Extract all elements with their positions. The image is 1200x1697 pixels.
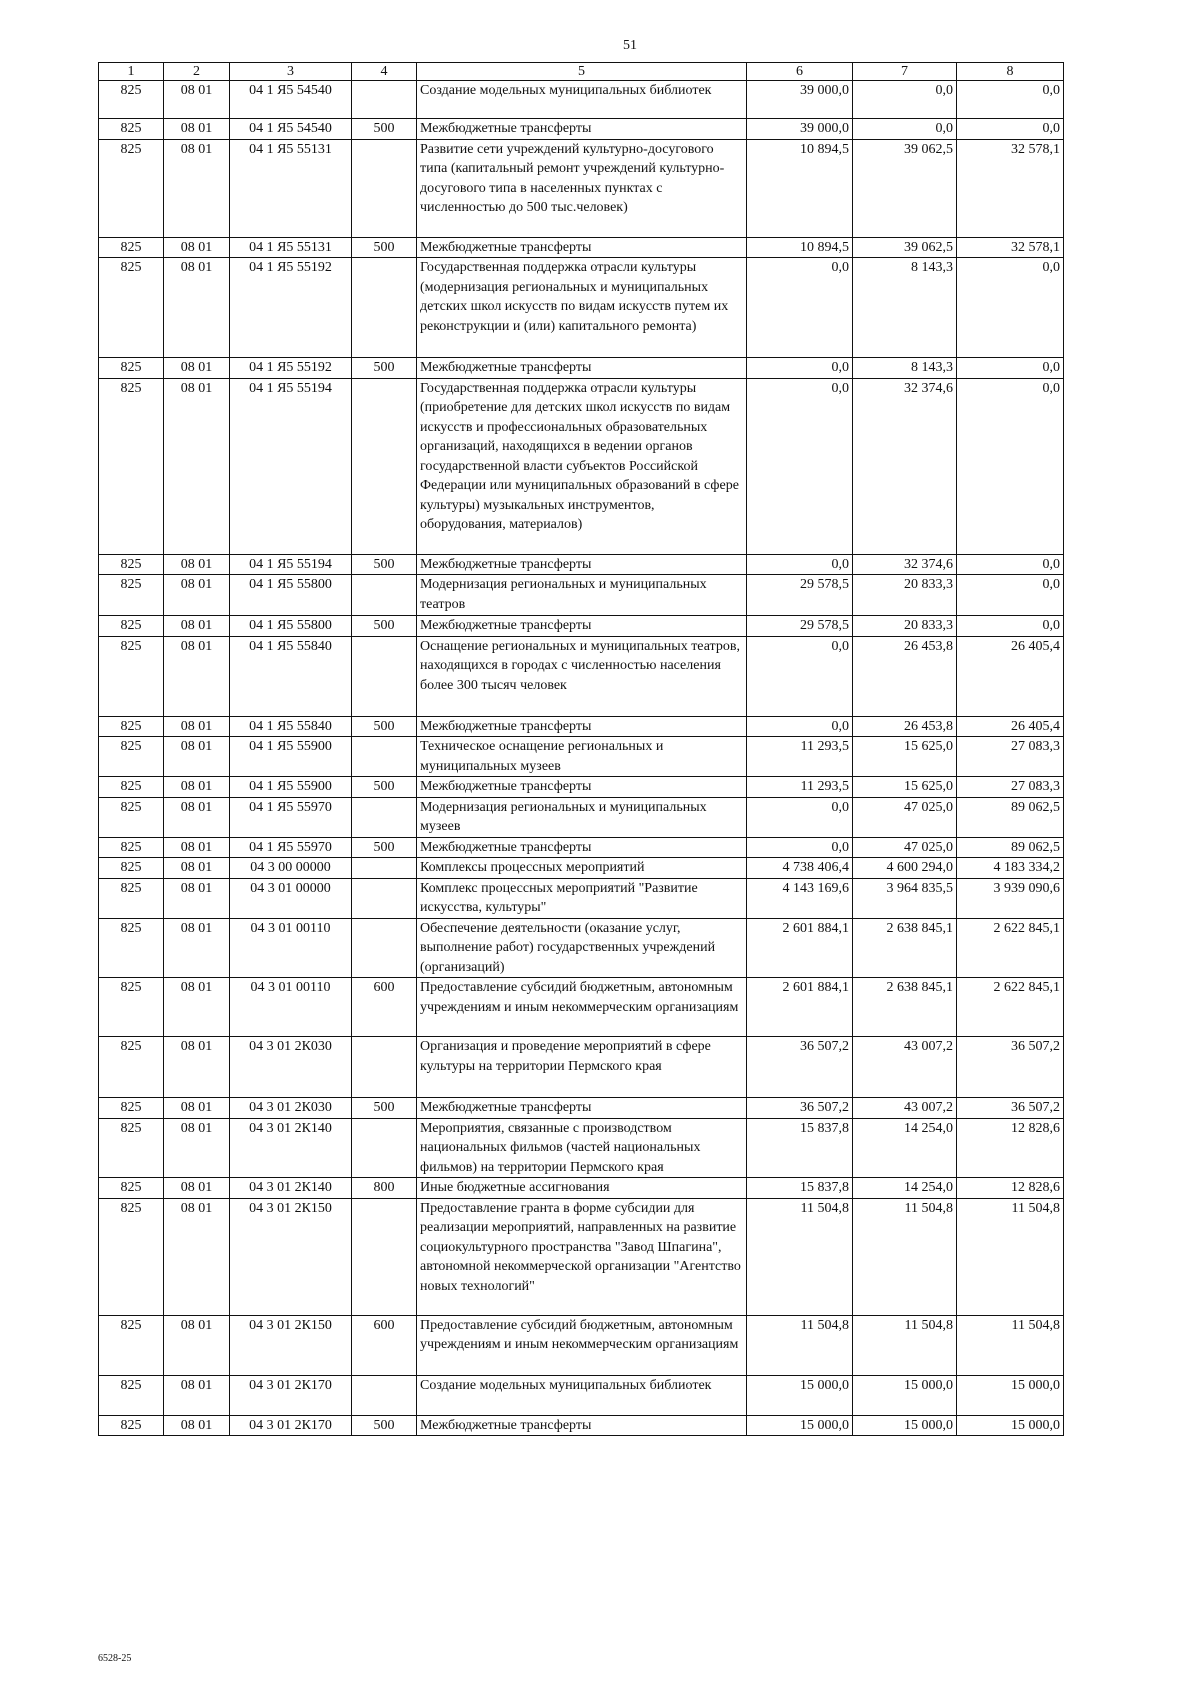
cell-amount-col8: 0,0: [957, 358, 1064, 379]
cell-name: Комплекс процессных мероприятий "Развитие искусства, культуры": [417, 878, 747, 918]
cell-amount-col6: 0,0: [747, 636, 853, 716]
cell-expense-type: 500: [352, 1415, 417, 1436]
table-row: [99, 1315, 1064, 1375]
cell-section: 08 01: [164, 119, 230, 140]
cell-amount-col8: 27 083,3: [957, 777, 1064, 798]
cell-grbs: 825: [99, 554, 164, 575]
cell-grbs: 825: [99, 1198, 164, 1315]
cell-amount-col6: 0,0: [747, 837, 853, 858]
table-row: [99, 716, 1064, 737]
table-row: [99, 978, 1064, 1037]
cell-section: 08 01: [164, 918, 230, 978]
cell-target-article: 04 1 Я5 55800: [230, 616, 352, 637]
cell-amount-col7: 43 007,2: [853, 1098, 957, 1119]
cell-grbs: 825: [99, 1415, 164, 1436]
cell-target-article: 04 1 Я5 55194: [230, 554, 352, 575]
table-row: [99, 858, 1064, 879]
cell-target-article: 04 3 00 00000: [230, 858, 352, 879]
cell-target-article: 04 1 Я5 55970: [230, 797, 352, 837]
cell-name: Межбюджетные трансферты: [417, 716, 747, 737]
cell-target-article: 04 1 Я5 55840: [230, 716, 352, 737]
cell-section: 08 01: [164, 358, 230, 379]
cell-grbs: 825: [99, 237, 164, 258]
cell-target-article: 04 1 Я5 55131: [230, 139, 352, 237]
cell-amount-col8: 32 578,1: [957, 237, 1064, 258]
cell-grbs: 825: [99, 858, 164, 879]
cell-name: Межбюджетные трансферты: [417, 777, 747, 798]
table-row: [99, 918, 1064, 978]
cell-section: 08 01: [164, 237, 230, 258]
cell-expense-type: [352, 1118, 417, 1178]
cell-grbs: 825: [99, 737, 164, 777]
table-row: [99, 237, 1064, 258]
cell-name: Развитие сети учреждений культурно-досугового типа (капитальный ремонт учреждений культурно-досугового типа в населенных пунктах с численностью до 500 тыс.человек): [417, 139, 747, 237]
cell-amount-col6: 0,0: [747, 716, 853, 737]
cell-amount-col6: 2 601 884,1: [747, 918, 853, 978]
footer-code: 6528-25: [98, 1653, 132, 1664]
cell-section: 08 01: [164, 858, 230, 879]
cell-grbs: 825: [99, 978, 164, 1037]
cell-amount-col8: 0,0: [957, 554, 1064, 575]
cell-section: 08 01: [164, 1198, 230, 1315]
column-header-grbs: 1: [99, 63, 164, 81]
cell-amount-col7: 32 374,6: [853, 554, 957, 575]
cell-amount-col6: 29 578,5: [747, 616, 853, 637]
cell-name: Модернизация региональных и муниципальных музеев: [417, 797, 747, 837]
cell-amount-col8: 89 062,5: [957, 837, 1064, 858]
cell-amount-col8: 0,0: [957, 258, 1064, 358]
cell-amount-col8: 36 507,2: [957, 1098, 1064, 1119]
cell-expense-type: [352, 139, 417, 237]
cell-amount-col7: 15 000,0: [853, 1415, 957, 1436]
cell-amount-col8: 0,0: [957, 81, 1064, 119]
cell-target-article: 04 3 01 2К150: [230, 1315, 352, 1375]
cell-name: Межбюджетные трансферты: [417, 837, 747, 858]
cell-expense-type: 500: [352, 777, 417, 798]
cell-section: 08 01: [164, 1098, 230, 1119]
cell-grbs: 825: [99, 258, 164, 358]
cell-amount-col6: 4 143 169,6: [747, 878, 853, 918]
table-row: [99, 636, 1064, 716]
cell-target-article: 04 3 01 2К170: [230, 1375, 352, 1415]
cell-amount-col6: 0,0: [747, 358, 853, 379]
cell-name: Комплексы процессных мероприятий: [417, 858, 747, 879]
cell-amount-col8: 0,0: [957, 616, 1064, 637]
cell-grbs: 825: [99, 878, 164, 918]
table-row: [99, 1178, 1064, 1199]
cell-amount-col7: 8 143,3: [853, 358, 957, 379]
cell-section: 08 01: [164, 636, 230, 716]
cell-section: 08 01: [164, 777, 230, 798]
cell-target-article: 04 1 Я5 55900: [230, 737, 352, 777]
header-row: [99, 63, 1064, 81]
cell-amount-col8: 2 622 845,1: [957, 978, 1064, 1037]
cell-target-article: 04 1 Я5 55900: [230, 777, 352, 798]
cell-amount-col8: 15 000,0: [957, 1375, 1064, 1415]
cell-section: 08 01: [164, 978, 230, 1037]
cell-section: 08 01: [164, 737, 230, 777]
cell-name: Иные бюджетные ассигнования: [417, 1178, 747, 1199]
cell-target-article: 04 3 01 2К170: [230, 1415, 352, 1436]
cell-expense-type: [352, 858, 417, 879]
cell-grbs: 825: [99, 575, 164, 616]
table-row: [99, 1375, 1064, 1415]
cell-amount-col8: 32 578,1: [957, 139, 1064, 237]
table-row: [99, 358, 1064, 379]
cell-target-article: 04 3 01 00110: [230, 918, 352, 978]
table-row: [99, 878, 1064, 918]
cell-amount-col7: 32 374,6: [853, 378, 957, 554]
cell-section: 08 01: [164, 1375, 230, 1415]
column-header-name: 5: [417, 63, 747, 81]
table-row: [99, 1098, 1064, 1119]
cell-expense-type: 500: [352, 358, 417, 379]
cell-expense-type: 600: [352, 1315, 417, 1375]
cell-amount-col6: 4 738 406,4: [747, 858, 853, 879]
cell-amount-col7: 20 833,3: [853, 575, 957, 616]
cell-grbs: 825: [99, 777, 164, 798]
cell-section: 08 01: [164, 716, 230, 737]
cell-expense-type: 500: [352, 616, 417, 637]
cell-name: Государственная поддержка отрасли культуры (модернизация региональных и муниципальных детских школ искусств по видам искусств путем их реконструкции и (или) капитального ремонта): [417, 258, 747, 358]
cell-expense-type: [352, 1375, 417, 1415]
cell-expense-type: [352, 1198, 417, 1315]
cell-expense-type: [352, 737, 417, 777]
cell-grbs: 825: [99, 139, 164, 237]
cell-target-article: 04 1 Я5 55840: [230, 636, 352, 716]
cell-amount-col6: 0,0: [747, 797, 853, 837]
column-header-amount-col8: 8: [957, 63, 1064, 81]
cell-amount-col7: 0,0: [853, 81, 957, 119]
cell-amount-col6: 15 837,8: [747, 1118, 853, 1178]
cell-name: Создание модельных муниципальных библиотек: [417, 1375, 747, 1415]
cell-expense-type: 600: [352, 978, 417, 1037]
cell-amount-col8: 36 507,2: [957, 1037, 1064, 1098]
cell-section: 08 01: [164, 1118, 230, 1178]
page-number: 51: [623, 38, 637, 53]
cell-target-article: 04 3 01 2К140: [230, 1178, 352, 1199]
cell-target-article: 04 1 Я5 55192: [230, 258, 352, 358]
table-row: [99, 554, 1064, 575]
cell-amount-col7: 11 504,8: [853, 1198, 957, 1315]
table-row: [99, 777, 1064, 798]
cell-section: 08 01: [164, 575, 230, 616]
cell-name: Организация и проведение мероприятий в сфере культуры на территории Пермского края: [417, 1037, 747, 1098]
cell-grbs: 825: [99, 1178, 164, 1199]
cell-amount-col6: 2 601 884,1: [747, 978, 853, 1037]
cell-amount-col7: 26 453,8: [853, 716, 957, 737]
cell-name: Межбюджетные трансферты: [417, 119, 747, 140]
cell-section: 08 01: [164, 1315, 230, 1375]
table-row: [99, 575, 1064, 616]
cell-expense-type: [352, 81, 417, 119]
cell-amount-col7: 2 638 845,1: [853, 978, 957, 1037]
cell-name: Мероприятия, связанные с производством национальных фильмов (частей национальных фильмов) на территории Пермского края: [417, 1118, 747, 1178]
cell-expense-type: [352, 636, 417, 716]
cell-section: 08 01: [164, 554, 230, 575]
cell-amount-col8: 12 828,6: [957, 1118, 1064, 1178]
cell-section: 08 01: [164, 1415, 230, 1436]
cell-amount-col8: 12 828,6: [957, 1178, 1064, 1199]
cell-section: 08 01: [164, 878, 230, 918]
cell-name: Предоставление субсидий бюджетным, автономным учреждениям и иным некоммерческим организациям: [417, 978, 747, 1037]
cell-grbs: 825: [99, 1375, 164, 1415]
cell-amount-col7: 14 254,0: [853, 1178, 957, 1199]
cell-name: Техническое оснащение региональных и муниципальных музеев: [417, 737, 747, 777]
budget-table: [98, 62, 1064, 1436]
cell-expense-type: 500: [352, 119, 417, 140]
cell-section: 08 01: [164, 616, 230, 637]
cell-expense-type: 500: [352, 1098, 417, 1119]
cell-grbs: 825: [99, 1098, 164, 1119]
table-row: [99, 1198, 1064, 1315]
cell-name: Межбюджетные трансферты: [417, 554, 747, 575]
cell-name: Межбюджетные трансферты: [417, 237, 747, 258]
cell-grbs: 825: [99, 716, 164, 737]
cell-name: Межбюджетные трансферты: [417, 358, 747, 379]
cell-amount-col6: 39 000,0: [747, 81, 853, 119]
cell-name: Предоставление субсидий бюджетным, автономным учреждениям и иным некоммерческим организациям: [417, 1315, 747, 1375]
cell-amount-col6: 29 578,5: [747, 575, 853, 616]
cell-expense-type: 500: [352, 554, 417, 575]
cell-amount-col6: 0,0: [747, 378, 853, 554]
cell-target-article: 04 3 01 2К030: [230, 1098, 352, 1119]
cell-amount-col8: 4 183 334,2: [957, 858, 1064, 879]
cell-grbs: 825: [99, 636, 164, 716]
cell-section: 08 01: [164, 139, 230, 237]
cell-name: Межбюджетные трансферты: [417, 1098, 747, 1119]
table-row: [99, 119, 1064, 140]
cell-name: Оснащение региональных и муниципальных театров, находящихся в городах с численностью населения более 300 тысяч человек: [417, 636, 747, 716]
cell-grbs: 825: [99, 616, 164, 637]
cell-grbs: 825: [99, 358, 164, 379]
table-row: [99, 378, 1064, 554]
cell-amount-col6: 15 000,0: [747, 1415, 853, 1436]
cell-amount-col7: 47 025,0: [853, 797, 957, 837]
cell-grbs: 825: [99, 1037, 164, 1098]
cell-amount-col6: 15 000,0: [747, 1375, 853, 1415]
cell-expense-type: [352, 378, 417, 554]
cell-amount-col6: 10 894,5: [747, 139, 853, 237]
column-header-amount-col7: 7: [853, 63, 957, 81]
table-row: [99, 797, 1064, 837]
cell-target-article: 04 1 Я5 55800: [230, 575, 352, 616]
cell-name: Модернизация региональных и муниципальных театров: [417, 575, 747, 616]
table-row: [99, 139, 1064, 237]
cell-amount-col7: 15 625,0: [853, 737, 957, 777]
cell-amount-col8: 26 405,4: [957, 636, 1064, 716]
column-header-section: 2: [164, 63, 230, 81]
cell-amount-col8: 15 000,0: [957, 1415, 1064, 1436]
cell-name: Государственная поддержка отрасли культуры (приобретение для детских школ искусств по видам искусств и профессиональных образовательных организаций, находящихся в ведении органов государственной власти субъектов Российской Федерации или муниципальных образований в сфере культуры) музыкальных инструментов, оборудования, материалов): [417, 378, 747, 554]
cell-amount-col6: 15 837,8: [747, 1178, 853, 1199]
cell-target-article: 04 3 01 00110: [230, 978, 352, 1037]
cell-expense-type: 500: [352, 237, 417, 258]
cell-expense-type: [352, 797, 417, 837]
cell-target-article: 04 1 Я5 55194: [230, 378, 352, 554]
column-header-target-article: 3: [230, 63, 352, 81]
cell-expense-type: [352, 878, 417, 918]
cell-amount-col8: 0,0: [957, 575, 1064, 616]
cell-amount-col7: 3 964 835,5: [853, 878, 957, 918]
cell-amount-col6: 0,0: [747, 258, 853, 358]
cell-amount-col6: 11 504,8: [747, 1198, 853, 1315]
cell-expense-type: [352, 1037, 417, 1098]
cell-grbs: 825: [99, 837, 164, 858]
cell-amount-col8: 27 083,3: [957, 737, 1064, 777]
cell-section: 08 01: [164, 1037, 230, 1098]
cell-section: 08 01: [164, 258, 230, 358]
table-row: [99, 258, 1064, 358]
cell-amount-col7: 20 833,3: [853, 616, 957, 637]
cell-grbs: 825: [99, 378, 164, 554]
cell-target-article: 04 3 01 2К150: [230, 1198, 352, 1315]
cell-amount-col8: 0,0: [957, 119, 1064, 140]
cell-name: Межбюджетные трансферты: [417, 616, 747, 637]
column-header-amount-col6: 6: [747, 63, 853, 81]
cell-amount-col7: 15 625,0: [853, 777, 957, 798]
cell-target-article: 04 3 01 2К030: [230, 1037, 352, 1098]
cell-amount-col7: 47 025,0: [853, 837, 957, 858]
cell-amount-col7: 15 000,0: [853, 1375, 957, 1415]
table-row: [99, 837, 1064, 858]
table-row: [99, 1415, 1064, 1436]
cell-section: 08 01: [164, 837, 230, 858]
cell-target-article: 04 3 01 2К140: [230, 1118, 352, 1178]
cell-name: Обеспечение деятельности (оказание услуг, выполнение работ) государственных учреждений (организаций): [417, 918, 747, 978]
cell-grbs: 825: [99, 918, 164, 978]
cell-amount-col8: 0,0: [957, 378, 1064, 554]
cell-amount-col8: 3 939 090,6: [957, 878, 1064, 918]
cell-amount-col6: 39 000,0: [747, 119, 853, 140]
cell-grbs: 825: [99, 81, 164, 119]
cell-target-article: 04 1 Я5 55131: [230, 237, 352, 258]
cell-grbs: 825: [99, 1315, 164, 1375]
cell-amount-col8: 2 622 845,1: [957, 918, 1064, 978]
cell-target-article: 04 1 Я5 54540: [230, 119, 352, 140]
cell-amount-col8: 11 504,8: [957, 1198, 1064, 1315]
cell-expense-type: [352, 575, 417, 616]
cell-amount-col7: 39 062,5: [853, 237, 957, 258]
cell-amount-col6: 36 507,2: [747, 1037, 853, 1098]
table-row: [99, 81, 1064, 119]
cell-name: Межбюджетные трансферты: [417, 1415, 747, 1436]
cell-amount-col7: 43 007,2: [853, 1037, 957, 1098]
table-row: [99, 616, 1064, 637]
cell-amount-col8: 26 405,4: [957, 716, 1064, 737]
cell-expense-type: [352, 918, 417, 978]
cell-grbs: 825: [99, 797, 164, 837]
cell-name: Создание модельных муниципальных библиотек: [417, 81, 747, 119]
cell-amount-col6: 0,0: [747, 554, 853, 575]
table-row: [99, 737, 1064, 777]
cell-amount-col8: 11 504,8: [957, 1315, 1064, 1375]
cell-section: 08 01: [164, 1178, 230, 1199]
cell-amount-col8: 89 062,5: [957, 797, 1064, 837]
cell-section: 08 01: [164, 378, 230, 554]
cell-amount-col6: 36 507,2: [747, 1098, 853, 1119]
cell-amount-col7: 26 453,8: [853, 636, 957, 716]
cell-target-article: 04 1 Я5 55192: [230, 358, 352, 379]
cell-grbs: 825: [99, 1118, 164, 1178]
cell-target-article: 04 1 Я5 55970: [230, 837, 352, 858]
cell-amount-col7: 0,0: [853, 119, 957, 140]
cell-grbs: 825: [99, 119, 164, 140]
cell-amount-col6: 11 293,5: [747, 777, 853, 798]
cell-amount-col7: 39 062,5: [853, 139, 957, 237]
cell-section: 08 01: [164, 81, 230, 119]
cell-amount-col6: 10 894,5: [747, 237, 853, 258]
cell-section: 08 01: [164, 797, 230, 837]
cell-expense-type: 500: [352, 716, 417, 737]
table-row: [99, 1118, 1064, 1178]
cell-amount-col7: 11 504,8: [853, 1315, 957, 1375]
cell-expense-type: [352, 258, 417, 358]
cell-amount-col6: 11 293,5: [747, 737, 853, 777]
cell-expense-type: 800: [352, 1178, 417, 1199]
column-header-expense-type: 4: [352, 63, 417, 81]
cell-amount-col7: 14 254,0: [853, 1118, 957, 1178]
cell-target-article: 04 1 Я5 54540: [230, 81, 352, 119]
cell-amount-col7: 4 600 294,0: [853, 858, 957, 879]
cell-amount-col6: 11 504,8: [747, 1315, 853, 1375]
cell-amount-col7: 2 638 845,1: [853, 918, 957, 978]
cell-name: Предоставление гранта в форме субсидии для реализации мероприятий, направленных на развитие социокультурного пространства "Завод Шпагина", автономной некоммерческой организации "Агентство новых технологий": [417, 1198, 747, 1315]
cell-amount-col7: 8 143,3: [853, 258, 957, 358]
table-row: [99, 1037, 1064, 1098]
cell-target-article: 04 3 01 00000: [230, 878, 352, 918]
cell-expense-type: 500: [352, 837, 417, 858]
